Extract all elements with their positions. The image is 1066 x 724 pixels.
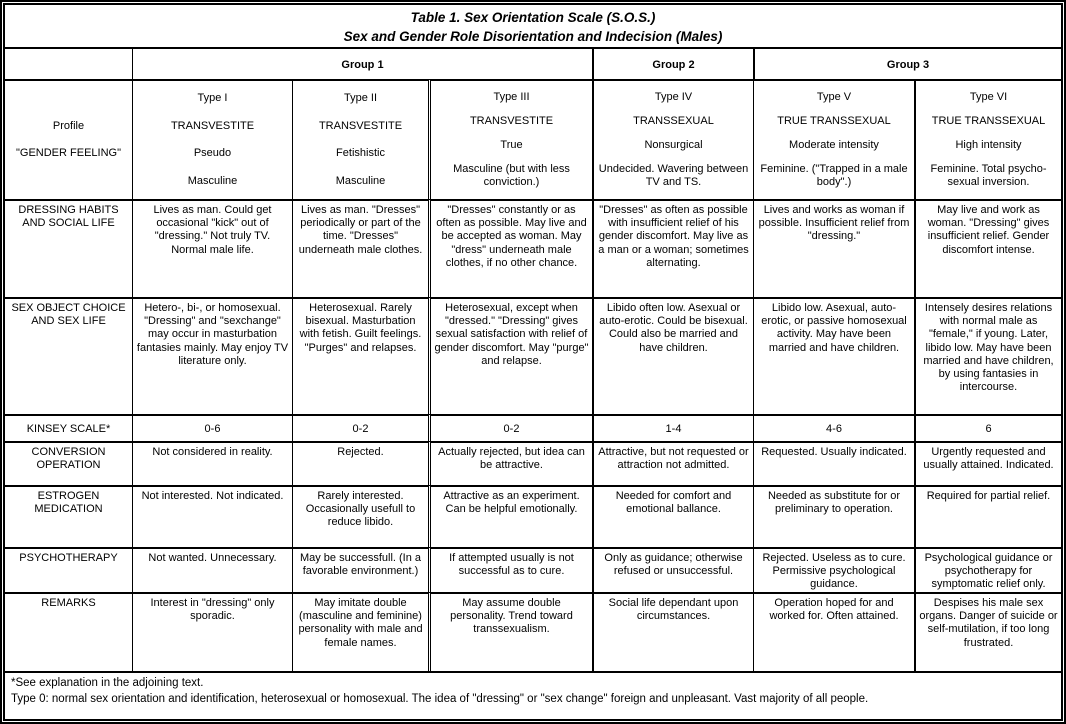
profile-row-label	[5, 79, 132, 199]
type-subtype: True	[500, 138, 523, 151]
type-feeling: Feminine. ("Trapped in a male body".)	[760, 163, 908, 189]
cell-conversion-type5: Requested. Usually indicated.	[753, 441, 914, 485]
cell-estrogen-type1: Not interested. Not indicated.	[132, 485, 292, 547]
cell-dressing-type3: "Dresses" constantly or as often as possible. May live and be accepted as woman. May "dress" underneath male clothes, if no other chance.	[428, 199, 592, 297]
group-header-2: Group 2	[592, 47, 753, 79]
cell-psychotherapy-type5: Rejected. Useless as to cure. Permissive psychological guidance.	[753, 547, 914, 592]
cell-estrogen-type2: Rarely interested. Occasionally usefull to reduce libido.	[292, 485, 428, 547]
cell-kinsey-type3: 0-2	[428, 414, 592, 441]
type-subtype: High intensity	[955, 138, 1022, 151]
footnote-line-2: Type 0: normal sex orientation and identification, heterosexual or homosexual. The idea of "dressing" or "sex change" foreign and unpleasant. Vast majority of all people.	[11, 692, 869, 705]
cell-estrogen-type4: Needed for comfort and emotional ballance.	[592, 485, 753, 547]
type-header-1	[132, 79, 292, 199]
cell-conversion-type2: Rejected.	[292, 441, 428, 485]
type-name: TRANSVESTITE	[318, 119, 403, 132]
cell-estrogen-type5: Needed as substitute for or preliminary to operation.	[753, 485, 914, 547]
type-name: TRANSVESTITE	[469, 114, 554, 127]
cell-remarks-type6: Despises his male sex organs. Danger of suicide or self-mutilation, if too long frustrated.	[914, 592, 1061, 671]
type-label: Type II	[343, 92, 378, 105]
type-label: Type I	[197, 92, 228, 105]
row-label-remarks: REMARKS	[5, 592, 132, 671]
cell-psychotherapy-type3: If attempted usually is not successful as to cure.	[428, 547, 592, 592]
row-label-sex-object: SEX OBJECT CHOICE AND SEX LIFE	[5, 297, 132, 414]
table-title	[5, 5, 1061, 47]
cell-kinsey-type4: 1-4	[592, 414, 753, 441]
footnote-line-1: *See explanation in the adjoining text.	[11, 677, 204, 689]
cell-remarks-type5: Operation hoped for and worked for. Often attained.	[753, 592, 914, 671]
cell-remarks-type1: Interest in "dressing" only sporadic.	[132, 592, 292, 671]
cell-kinsey-type5: 4-6	[753, 414, 914, 441]
row-label-psychotherapy: PSYCHOTHERAPY	[5, 547, 132, 592]
cell-sexobject-type5: Libido low. Asexual, auto-erotic, or passive homosexual activity. May have been married and have children.	[753, 297, 914, 414]
cell-remarks-type2: May imitate double (masculine and feminine) personality with male and female names.	[292, 592, 428, 671]
type-label: Type V	[816, 90, 852, 103]
type-label: Type VI	[969, 90, 1008, 103]
cell-psychotherapy-type4: Only as guidance; otherwise refused or unsuccessful.	[592, 547, 753, 592]
cell-kinsey-type6: 6	[914, 414, 1061, 441]
footnotes	[5, 671, 1061, 719]
type-feeling: Masculine	[187, 174, 238, 187]
cell-dressing-type1: Lives as man. Could get occasional "kick" out of "dressing." Not truly TV. Normal male life.	[132, 199, 292, 297]
cell-psychotherapy-type6: Psychological guidance or psychotherapy for symptomatic relief only.	[914, 547, 1061, 592]
cell-dressing-type4: "Dresses" as often as possible with insufficient relief of his gender discomfort. May live as a man or a woman; sometimes alternating.	[592, 199, 753, 297]
type-header-6	[914, 79, 1061, 199]
cell-dressing-type6: May live and work as woman. "Dressing" gives insufficient relief. Gender discomfort intense.	[914, 199, 1061, 297]
cell-psychotherapy-type2: May be successfull. (In a favorable environment.)	[292, 547, 428, 592]
type-feeling: Masculine (but with less conviction.)	[453, 163, 570, 189]
spacer	[8, 92, 129, 105]
type-feeling: Masculine	[335, 174, 386, 187]
type-subtype: Moderate intensity	[789, 138, 879, 151]
cell-conversion-type4: Attractive, but not requested or attraction not admitted.	[592, 441, 753, 485]
row-label-kinsey: KINSEY SCALE*	[5, 414, 132, 441]
cell-estrogen-type6: Required for partial relief.	[914, 485, 1061, 547]
type-name: TRANSVESTITE	[170, 119, 255, 132]
cell-sexobject-type6: Intensely desires relations with normal male as "female," if young. Later, libido low. May have been married and have children, by using fantasies in intercourse.	[914, 297, 1061, 414]
cell-sexobject-type2: Heterosexual. Rarely bisexual. Masturbation with fetish. Guilt feelings. "Purges" and relapses.	[292, 297, 428, 414]
type-label: Type IV	[654, 90, 693, 103]
type-subtype: Pseudo	[193, 147, 232, 160]
cell-sexobject-type4: Libido often low. Asexual or auto-erotic. Could be bisexual. Could also be married and have children.	[592, 297, 753, 414]
row-label-dressing: DRESSING HABITS AND SOCIAL LIFE	[5, 199, 132, 297]
type-header-2	[292, 79, 428, 199]
type-feeling: Undecided. Wavering between TV and TS.	[598, 163, 749, 189]
spacer	[8, 175, 129, 188]
type-header-3	[428, 79, 592, 199]
table-title-line2: Sex and Gender Role Disorientation and Indecision (Males)	[343, 28, 723, 44]
group-header-1: Group 1	[132, 47, 592, 79]
table-title-line1: Table 1. Sex Orientation Scale (S.O.S.)	[410, 10, 656, 26]
type-header-5	[753, 79, 914, 199]
cell-sexobject-type1: Hetero-, bi-, or homosexual. "Dressing" and "sexchange" may occur in masturbation fantasies mainly. May enjoy TV literature only.	[132, 297, 292, 414]
type-header-4	[592, 79, 753, 199]
cell-kinsey-type2: 0-2	[292, 414, 428, 441]
cell-dressing-type2: Lives as man. "Dresses" periodically or part of the time. "Dresses" underneath male clothes.	[292, 199, 428, 297]
cell-conversion-type1: Not considered in reality.	[132, 441, 292, 485]
gender-feeling-label: "GENDER FEELING"	[16, 147, 121, 160]
cell-dressing-type5: Lives and works as woman if possible. Insufficient relief from "dressing."	[753, 199, 914, 297]
row-label-estrogen: ESTROGEN MEDICATION	[5, 485, 132, 547]
cell-sexobject-type3: Heterosexual, except when "dressed." "Dressing" gives sexual satisfaction with relief of gender discomfort. May "purge" and relapse.	[428, 297, 592, 414]
type-feeling: Feminine. Total psycho-sexual inversion.	[930, 163, 1047, 189]
type-name: TRANSSEXUAL	[633, 114, 714, 127]
type-label: Type III	[493, 90, 530, 103]
type-subtype: Fetishistic	[336, 147, 385, 160]
cell-psychotherapy-type1: Not wanted. Unnecessary.	[132, 547, 292, 592]
cell-estrogen-type3: Attractive as an experiment. Can be helpful emotionally.	[428, 485, 592, 547]
group-header-3: Group 3	[753, 47, 1061, 79]
cell-remarks-type3: May assume double personality. Trend toward transsexualism.	[428, 592, 592, 671]
group-row-empty-cell	[5, 47, 132, 79]
row-label-conversion: CONVERSION OPERATION	[5, 441, 132, 485]
type-name: TRUE TRANSSEXUAL	[777, 114, 891, 127]
profile-label: Profile	[52, 119, 85, 132]
type-name: TRUE TRANSSEXUAL	[931, 114, 1046, 127]
type-subtype: Nonsurgical	[644, 138, 703, 151]
cell-conversion-type6: Urgently requested and usually attained. Indicated.	[914, 441, 1061, 485]
cell-kinsey-type1: 0-6	[132, 414, 292, 441]
cell-remarks-type4: Social life dependant upon circumstances.	[592, 592, 753, 671]
cell-conversion-type3: Actually rejected, but idea can be attractive.	[428, 441, 592, 485]
